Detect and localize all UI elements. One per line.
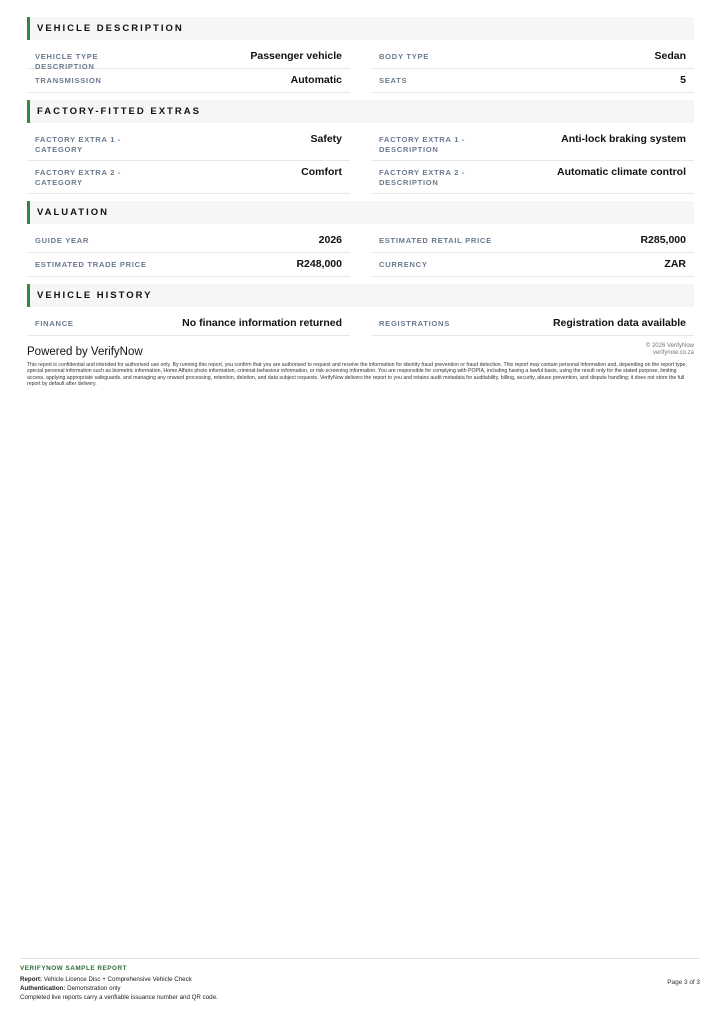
field-row <box>27 312 350 336</box>
footer-auth-line <box>20 984 700 993</box>
field-row <box>27 45 350 69</box>
field-label: TRANSMISSION <box>35 76 102 85</box>
field-value: R285,000 <box>640 234 686 246</box>
field-value: Safety <box>310 133 342 145</box>
field-row <box>27 253 350 277</box>
field-row <box>371 45 694 69</box>
field-row <box>371 161 694 194</box>
field-label: GUIDE YEAR <box>35 236 90 245</box>
section-grid-valuation <box>27 229 694 277</box>
field-row <box>371 229 694 253</box>
field-row <box>371 128 694 161</box>
field-row <box>27 69 350 93</box>
field-label: FACTORY EXTRA 2 - DESCRIPTION <box>379 168 466 187</box>
field-value: Automatic climate control <box>557 166 686 178</box>
field-label: VEHICLE TYPE DESCRIPTION <box>35 52 99 71</box>
right-column <box>371 128 694 194</box>
field-value: Comfort <box>301 166 342 178</box>
report-body <box>27 17 694 387</box>
field-row <box>27 128 350 161</box>
page-number: Page 3 of 3 <box>667 979 700 986</box>
field-value: 2026 <box>318 234 342 246</box>
left-column <box>27 128 350 194</box>
section-header-valuation: VALUATION <box>27 201 694 224</box>
right-column <box>371 45 694 93</box>
copyright-text: © 2026 VerifyNow <box>645 343 694 349</box>
field-label: FACTORY EXTRA 1 - CATEGORY <box>35 135 122 154</box>
field-value: Sedan <box>654 50 686 62</box>
page-footer <box>20 958 700 1002</box>
copyright-block <box>646 343 694 357</box>
field-row <box>27 161 350 194</box>
field-value: 5 <box>680 74 686 86</box>
field-value: No finance information returned <box>182 317 342 329</box>
footer-report-label: Report: <box>20 976 42 983</box>
field-value: ZAR <box>664 258 686 270</box>
left-column <box>27 229 350 277</box>
section-grid-vehicle-history <box>27 312 694 336</box>
field-label: REGISTRATIONS <box>379 319 450 328</box>
section-grid-factory-fitted-extras <box>27 128 694 194</box>
left-column <box>27 45 350 93</box>
left-column <box>27 312 350 336</box>
field-label: SEATS <box>379 76 408 85</box>
footer-auth-label: Authentication: <box>20 985 66 992</box>
field-label: BODY TYPE <box>379 52 430 61</box>
field-row <box>27 229 350 253</box>
section-header-factory-fitted-extras: FACTORY-FITTED EXTRAS <box>27 100 694 123</box>
field-label: FINANCE <box>35 319 74 328</box>
right-column <box>371 229 694 277</box>
section-grid-vehicle-description <box>27 45 694 93</box>
field-value: Passenger vehicle <box>250 50 342 62</box>
field-label: FACTORY EXTRA 2 - CATEGORY <box>35 168 122 187</box>
field-label: ESTIMATED TRADE PRICE <box>35 260 147 269</box>
powered-by-bar <box>27 343 694 358</box>
field-row <box>371 312 694 336</box>
footer-report-value: Vehicle Licence Disc + Comprehensive Vehicle Check <box>43 976 192 983</box>
field-row <box>371 69 694 93</box>
field-value: Registration data available <box>552 317 686 329</box>
powered-by-label: Powered by VerifyNow <box>27 346 143 358</box>
field-row <box>371 253 694 277</box>
field-value: Anti-lock braking system <box>561 133 686 145</box>
footer-report-line <box>20 975 700 984</box>
section-header-vehicle-description: VEHICLE DESCRIPTION <box>27 17 694 40</box>
section-header-vehicle-history: VEHICLE HISTORY <box>27 284 694 307</box>
right-column <box>371 312 694 336</box>
field-label: ESTIMATED RETAIL PRICE <box>379 236 492 245</box>
disclaimer-text: This report is confidential and intended for authorised use only. By running this report, you confirm that you are authorised to request and receive the information for identity fraud prevention or fraud detection. This report may contain personal information and, depending on the report type, special personal information such as biometric information, Home Affairs photo information, criminal-behaviour information, or risk-screening information. You are responsible for complying with POPIA, including having a lawful basis, using the result only for the stated purpose, limiting access, applying appropriate safeguards, and managing any onward processing, retention, deletion, and data subject requests. VerifyNow delivers the report to you and retains audit metadata for auditability, billing, security, abuse prevention, and dispute handling; it does not store the full report by default after delivery. <box>27 362 687 387</box>
field-value: R248,000 <box>296 258 342 270</box>
footer-auth-value: Demonstration only <box>67 985 121 992</box>
field-value: Automatic <box>290 74 342 86</box>
footer-note: Completed live reports carry a verifiable issuance number and QR code. <box>20 994 218 1001</box>
field-label: CURRENCY <box>379 260 428 269</box>
website-link[interactable]: verifynow.co.za <box>652 350 694 356</box>
footer-brand: VERIFYNOW SAMPLE REPORT <box>20 965 128 972</box>
field-label: FACTORY EXTRA 1 - DESCRIPTION <box>379 135 466 154</box>
